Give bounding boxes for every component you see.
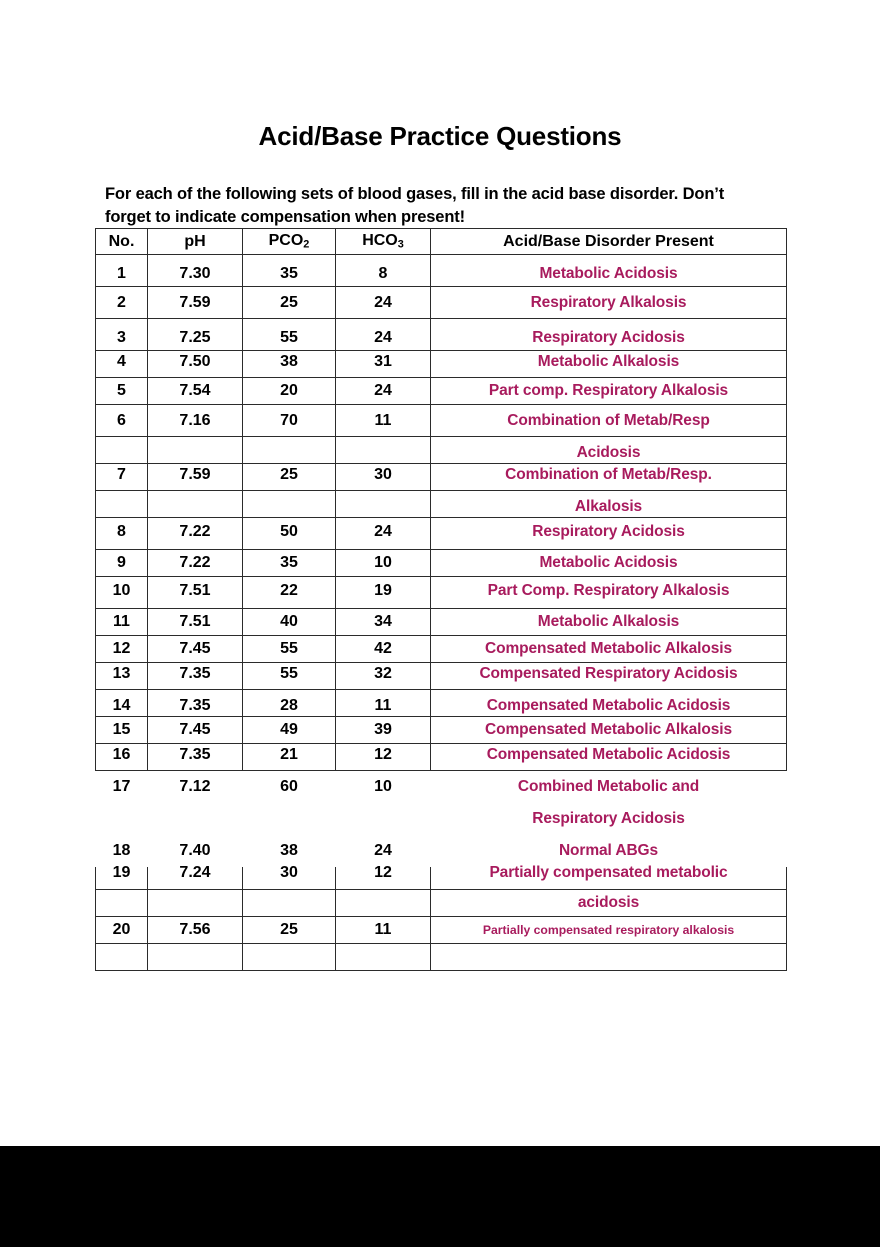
cell-disorder: Partially compensated respiratory alkalosis	[431, 917, 787, 944]
column-header-disorder: Acid/Base Disorder Present	[431, 229, 787, 255]
table-row	[96, 577, 787, 609]
cell-ph: 7.40	[148, 835, 243, 867]
table-row-continuation	[96, 890, 787, 917]
cell-hco3: 24	[336, 287, 431, 319]
cell-no: 6	[96, 405, 148, 437]
cell-pco2: 49	[243, 717, 336, 744]
cell-no: 7	[96, 464, 148, 491]
cell-pco2: 25	[243, 917, 336, 944]
cell-pco2: 55	[243, 636, 336, 663]
cell-disorder: Combination of Metab/Resp	[431, 405, 787, 437]
cell-pco2: 40	[243, 609, 336, 636]
cell-hco3: 24	[336, 518, 431, 550]
page-title: Acid/Base Practice Questions	[258, 121, 622, 152]
table-row	[96, 771, 787, 803]
cell-pco2	[243, 491, 336, 518]
table-row	[96, 609, 787, 636]
cell-no	[96, 803, 148, 835]
cell-no: 19	[96, 867, 148, 890]
table-row	[96, 464, 787, 491]
cell-hco3: 24	[336, 319, 431, 351]
cell-hco3: 10	[336, 550, 431, 577]
cell-disorder: Metabolic Acidosis	[431, 550, 787, 577]
cell-ph: 7.35	[148, 744, 243, 771]
table-row	[96, 690, 787, 717]
table-row	[96, 550, 787, 577]
cell-pco2: 38	[243, 835, 336, 867]
table-row-empty	[96, 944, 787, 971]
table-row	[96, 917, 787, 944]
acid-base-table	[95, 228, 787, 971]
cell-disorder: Part comp. Respiratory Alkalosis	[431, 378, 787, 405]
cell-disorder: Compensated Metabolic Acidosis	[431, 690, 787, 717]
table-row	[96, 255, 787, 287]
cell-disorder-line2: Respiratory Acidosis	[431, 803, 787, 835]
cell-hco3: 24	[336, 378, 431, 405]
cell-pco2: 25	[243, 287, 336, 319]
cell-pco2: 35	[243, 550, 336, 577]
cell-pco2: 38	[243, 351, 336, 378]
cell-no	[96, 944, 148, 971]
cell-pco2: 21	[243, 744, 336, 771]
cell-no: 16	[96, 744, 148, 771]
table-row-continuation	[96, 437, 787, 464]
cell-ph: 7.22	[148, 518, 243, 550]
table-row	[96, 405, 787, 437]
cell-ph	[148, 944, 243, 971]
cell-pco2: 55	[243, 663, 336, 690]
cell-no: 8	[96, 518, 148, 550]
cell-pco2: 30	[243, 867, 336, 890]
pco2-label: PCO	[268, 232, 304, 250]
cell-ph	[148, 890, 243, 917]
column-header-pco2	[243, 229, 336, 255]
cell-pco2	[243, 944, 336, 971]
cell-ph: 7.56	[148, 917, 243, 944]
table-row	[96, 663, 787, 690]
cell-hco3: 30	[336, 464, 431, 491]
cell-hco3: 34	[336, 609, 431, 636]
cell-hco3: 12	[336, 867, 431, 890]
cell-hco3: 24	[336, 835, 431, 867]
cell-pco2	[243, 803, 336, 835]
cell-no: 2	[96, 287, 148, 319]
cell-ph: 7.45	[148, 717, 243, 744]
table-row-continuation	[96, 491, 787, 518]
table-row	[96, 518, 787, 550]
instructions-paragraph: For each of the following sets of blood gases, fill in the acid base disorder. Don’t forget to indicate compensation when present!	[105, 184, 725, 226]
cell-ph: 7.30	[148, 255, 243, 287]
table-row	[96, 835, 787, 867]
cell-no: 4	[96, 351, 148, 378]
acid-base-table-wrapper	[95, 228, 786, 971]
cell-disorder: Compensated Metabolic Alkalosis	[431, 636, 787, 663]
cell-pco2: 35	[243, 255, 336, 287]
cell-pco2: 25	[243, 464, 336, 491]
cell-ph: 7.50	[148, 351, 243, 378]
cell-disorder: Respiratory Acidosis	[431, 518, 787, 550]
table-row	[96, 717, 787, 744]
cell-no	[96, 491, 148, 518]
cell-disorder: Combination of Metab/Resp.	[431, 464, 787, 491]
cell-pco2: 60	[243, 771, 336, 803]
cell-hco3: 11	[336, 405, 431, 437]
cell-pco2: 50	[243, 518, 336, 550]
cell-ph: 7.24	[148, 867, 243, 890]
table-row	[96, 287, 787, 319]
cell-no: 11	[96, 609, 148, 636]
cell-no: 9	[96, 550, 148, 577]
cell-no: 12	[96, 636, 148, 663]
cell-hco3: 31	[336, 351, 431, 378]
cell-disorder: Normal ABGs	[431, 835, 787, 867]
cell-ph	[148, 491, 243, 518]
cell-no: 14	[96, 690, 148, 717]
cell-ph: 7.45	[148, 636, 243, 663]
cell-disorder: Respiratory Acidosis	[431, 319, 787, 351]
cell-disorder: Compensated Respiratory Acidosis	[431, 663, 787, 690]
cell-pco2	[243, 890, 336, 917]
cell-ph: 7.35	[148, 690, 243, 717]
cell-hco3	[336, 437, 431, 464]
cell-ph	[148, 437, 243, 464]
cell-no: 17	[96, 771, 148, 803]
cell-disorder: Metabolic Alkalosis	[431, 609, 787, 636]
column-header-no: No.	[96, 229, 148, 255]
cell-disorder-line2: Acidosis	[431, 437, 787, 464]
table-row	[96, 744, 787, 771]
table-row	[96, 319, 787, 351]
cell-disorder: Metabolic Alkalosis	[431, 351, 787, 378]
cell-pco2: 20	[243, 378, 336, 405]
cell-no: 15	[96, 717, 148, 744]
cell-no: 10	[96, 577, 148, 609]
cell-ph: 7.51	[148, 609, 243, 636]
cell-disorder-line2: Alkalosis	[431, 491, 787, 518]
cell-pco2: 55	[243, 319, 336, 351]
table-header-row	[96, 229, 787, 255]
cell-hco3: 32	[336, 663, 431, 690]
cell-ph: 7.51	[148, 577, 243, 609]
cell-ph: 7.54	[148, 378, 243, 405]
cell-pco2: 70	[243, 405, 336, 437]
cell-disorder: Compensated Metabolic Acidosis	[431, 744, 787, 771]
table-row	[96, 378, 787, 405]
cell-ph: 7.59	[148, 464, 243, 491]
cell-no: 3	[96, 319, 148, 351]
cell-disorder: Part Comp. Respiratory Alkalosis	[431, 577, 787, 609]
cell-ph: 7.35	[148, 663, 243, 690]
cell-ph	[148, 803, 243, 835]
column-header-ph: pH	[148, 229, 243, 255]
table-row	[96, 636, 787, 663]
cell-hco3: 19	[336, 577, 431, 609]
bottom-black-band	[0, 1146, 880, 1247]
cell-pco2: 22	[243, 577, 336, 609]
cell-hco3	[336, 944, 431, 971]
table-row	[96, 867, 787, 890]
cell-hco3	[336, 803, 431, 835]
table-body	[96, 255, 787, 971]
cell-ph: 7.25	[148, 319, 243, 351]
column-header-hco3	[336, 229, 431, 255]
cell-hco3	[336, 890, 431, 917]
cell-no: 18	[96, 835, 148, 867]
cell-ph: 7.16	[148, 405, 243, 437]
cell-disorder: Combined Metabolic and	[431, 771, 787, 803]
cell-disorder-line2: acidosis	[431, 890, 787, 917]
cell-no: 5	[96, 378, 148, 405]
cell-disorder	[431, 944, 787, 971]
cell-hco3: 10	[336, 771, 431, 803]
table-row	[96, 351, 787, 378]
cell-no	[96, 437, 148, 464]
cell-no: 1	[96, 255, 148, 287]
cell-disorder: Partially compensated metabolic	[431, 867, 787, 890]
cell-ph: 7.22	[148, 550, 243, 577]
hco3-subscript: 3	[397, 238, 404, 251]
cell-disorder: Respiratory Alkalosis	[431, 287, 787, 319]
cell-pco2: 28	[243, 690, 336, 717]
cell-hco3: 12	[336, 744, 431, 771]
cell-hco3: 8	[336, 255, 431, 287]
cell-hco3	[336, 491, 431, 518]
cell-ph: 7.12	[148, 771, 243, 803]
cell-no	[96, 890, 148, 917]
hco3-label: HCO	[362, 232, 398, 250]
cell-hco3: 42	[336, 636, 431, 663]
cell-pco2	[243, 437, 336, 464]
cell-disorder: Compensated Metabolic Alkalosis	[431, 717, 787, 744]
cell-no: 13	[96, 663, 148, 690]
cell-no: 20	[96, 917, 148, 944]
cell-ph: 7.59	[148, 287, 243, 319]
cell-hco3: 11	[336, 690, 431, 717]
table-row-continuation	[96, 803, 787, 835]
cell-disorder: Metabolic Acidosis	[431, 255, 787, 287]
cell-hco3: 11	[336, 917, 431, 944]
cell-hco3: 39	[336, 717, 431, 744]
pco2-subscript: 2	[303, 238, 310, 251]
